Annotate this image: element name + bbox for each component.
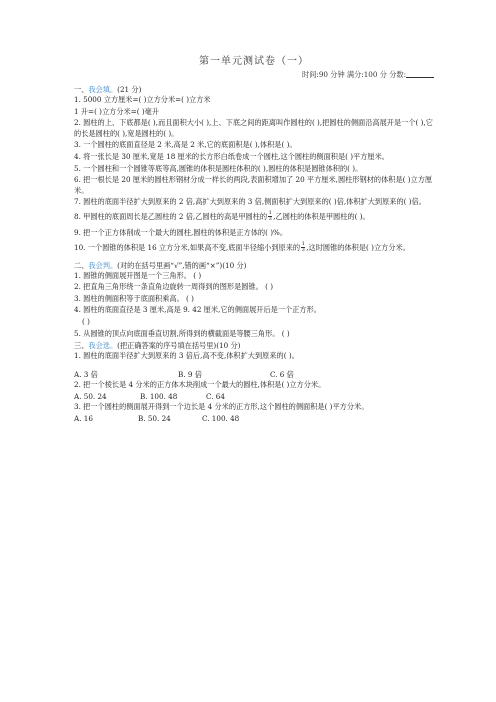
test-paper bbox=[74, 52, 434, 425]
fraction-denominator: 3 bbox=[301, 247, 305, 254]
exam-meta bbox=[74, 70, 434, 80]
option-b: B. 50. 24 bbox=[138, 414, 171, 424]
question-2-4-answer: ( ) bbox=[82, 316, 90, 326]
section-2-score: (对的在括号里画“√”,错的画“×”)(10 分) bbox=[117, 260, 247, 270]
option-c: C. 6 倍 bbox=[270, 369, 294, 379]
section-2-number: 二、 bbox=[74, 260, 89, 270]
question-1-8-text-b: ,乙圆柱的体积是甲圆柱的( )。 bbox=[273, 211, 370, 221]
section-2-heading bbox=[74, 260, 434, 271]
section-1-score: (21 分) bbox=[117, 85, 142, 94]
question-1-7: 7. 圆柱的底面半径扩大到原来的 2 倍,高扩大到原来的 3 倍,侧面积扩大到原来的( )倍,体积扩大到原来的( )倍。 bbox=[74, 197, 426, 207]
question-1-10-text-a: 10. 一个圆锥的体积是 16 立方分米,如果高不变,底面半径缩小到原来的 bbox=[74, 242, 301, 252]
option-c: C. 100. 48 bbox=[202, 414, 240, 424]
question-2-2: 2. 把直角三角形绕一条直角边旋转一周得到的图形是圆锥。 ( ) bbox=[74, 282, 274, 292]
spacer bbox=[74, 363, 434, 369]
page-title: 第一单元测试卷（一） bbox=[199, 56, 309, 67]
option-b: B. 9 倍 bbox=[178, 369, 202, 379]
question-2-3: 3. 圆柱的侧面积等于底面积乘高。 ( ) bbox=[74, 293, 194, 303]
fraction-one-third bbox=[268, 211, 272, 222]
question-3-3: 3. 把一个圆柱的侧面展开得到一个边长是 4 分米的正方形,这个圆柱的侧面积是( )平方分米。 bbox=[74, 402, 369, 412]
question-1-8-text-a: 8. 甲圆柱的底面周长是乙圆柱的 2 倍,乙圆柱的高是甲圆柱的 bbox=[74, 211, 268, 221]
question-2-1: 1. 圆锥的侧面展开图是一个三角形。 ( ) bbox=[74, 270, 202, 280]
question-3-1-options bbox=[74, 370, 434, 381]
question-2-5: 5. 从圆锥的顶点向底面垂直切割,所得到的横截面是等腰三角形。 ( ) bbox=[74, 328, 290, 338]
question-1-10 bbox=[74, 242, 434, 254]
option-b: B. 100. 48 bbox=[140, 391, 178, 401]
question-1-3: 3. 一个圆柱的底面直径是 2 米,高是 2 米,它的底面积是( ),体积是( )。 bbox=[74, 140, 297, 150]
question-2-4: 4. 圆柱的底面直径是 3 厘米,高是 9. 42 厘米,它的侧面展开后是一个正方形。 bbox=[74, 305, 321, 315]
fraction-denominator: 3 bbox=[268, 216, 272, 223]
section-2-title: 我会判。 bbox=[88, 260, 118, 270]
question-1-1: 1. 5000 立方厘米=( )立方分米=( )立方米 bbox=[74, 95, 211, 104]
fraction-one-third bbox=[301, 242, 305, 253]
section-3-number: 三、 bbox=[74, 341, 89, 351]
question-3-2-options bbox=[74, 392, 434, 403]
question-1-9: 9. 把一个正方体削成一个最大的圆柱,圆柱的体积是正方体的( )%。 bbox=[74, 227, 288, 237]
score-blank bbox=[406, 70, 434, 78]
option-c: C. 64 bbox=[206, 391, 225, 401]
fraction-numerator: 1 bbox=[301, 241, 305, 248]
exam-meta-text: 时间:90 分钟 满分:100 分 分数: bbox=[302, 70, 406, 79]
question-1-8 bbox=[74, 211, 434, 223]
section-3-score: (把正确答案的序号填在括号里)(10 分) bbox=[117, 341, 241, 351]
option-a: A. 50. 24 bbox=[74, 391, 107, 401]
question-1-2: 2. 圆柱的上、下底都是( ),而且面积大小( ),上、下底之间的距离叫作圆柱的( ),把圆柱的侧面沿高展开是一个( ),它的长是圆柱的( ),宽是圆柱的( )。 bbox=[74, 118, 433, 138]
question-1-10-text-b: ,这时圆锥的体积是( )立方分米。 bbox=[306, 242, 410, 252]
question-3-2: 2. 把一个棱长是 4 分米的正方体木块削成一个最大的圆柱,体积是( )立方分米。 bbox=[74, 380, 326, 390]
question-1-1b: 1 升=( )立方分米=( )毫升 bbox=[74, 106, 160, 116]
question-3-3-options bbox=[74, 414, 434, 425]
option-a: A. 16 bbox=[74, 414, 93, 424]
option-a: A. 3 倍 bbox=[74, 369, 98, 379]
question-3-1: 1. 圆柱的底面半径扩大到原来的 3 倍后,高不变,体积扩大到原来的( )。 bbox=[74, 351, 299, 361]
section-1-heading bbox=[74, 84, 434, 95]
question-1-6: 6. 把一根长是 20 厘米的圆柱形钢材分成一样长的两段,表面积增加了 20 平方厘米,圆柱形钢材的体积是( )立方厘米。 bbox=[74, 175, 433, 195]
fraction-numerator: 1 bbox=[268, 210, 272, 217]
section-1-title: 我会填。 bbox=[88, 85, 118, 94]
section-3-heading bbox=[74, 340, 434, 351]
section-1-number: 一、 bbox=[74, 85, 89, 94]
question-1-5: 5. 一个圆柱和一个圆锥等底等高,圆锥的体积是圆柱体积的( ),圆柱的体积是圆锥体积的( )。 bbox=[74, 163, 363, 173]
section-3-title: 我会选。 bbox=[88, 341, 118, 351]
question-1-4: 4. 将一张长是 30 厘米,宽是 18 厘米的长方形白纸卷成一个圆柱,这个圆柱的侧面积是( )平方厘米。 bbox=[74, 151, 389, 161]
